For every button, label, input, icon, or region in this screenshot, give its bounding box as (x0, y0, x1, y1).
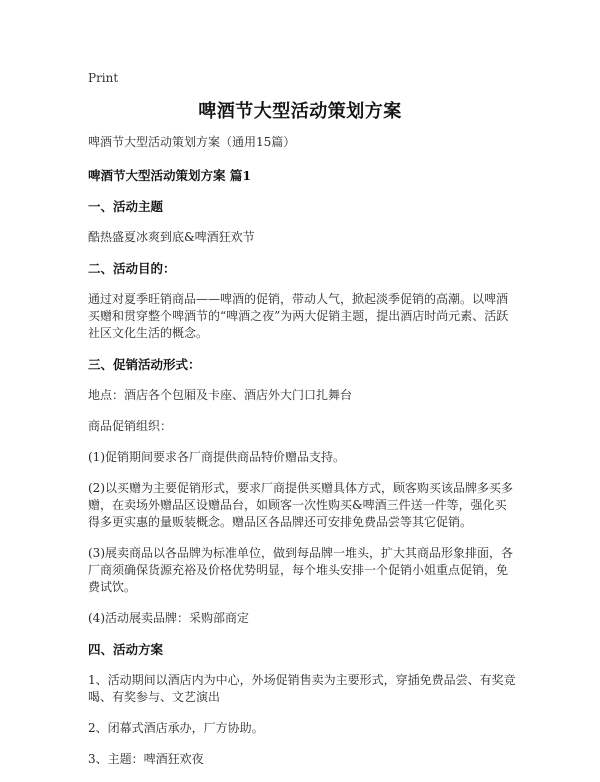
document-body (88, 134, 518, 782)
paragraph-plan-2: 2、闭幕式酒店承办，厂方协助。 (88, 721, 264, 735)
heading-activity-plan: 四、活动方案 (88, 642, 164, 657)
section-title: 啤酒节大型活动策划方案 篇1 (88, 168, 252, 183)
heading-activity-purpose: 二、活动目的： (88, 261, 176, 276)
paragraph-location: 地点：酒店各个包厢及卡座、酒店外大门口扎舞台 (88, 388, 353, 402)
document-subtitle: 啤酒节大型活动策划方案（通用15篇） (88, 135, 296, 149)
paragraph-item-1: (1)促销期间要求各厂商提供商品特价赠品支持。 (88, 450, 345, 464)
paragraph-item-4: (4)活动展卖品牌：采购部商定 (88, 611, 249, 625)
document-title: 啤酒节大型活动策划方案 (198, 101, 402, 122)
paragraph-purpose: 通过对夏季旺销商品——啤酒的促销，带动人气，掀起淡季促销的高潮。以啤酒买赠和贯穿整个啤酒节的“啤酒之夜”为两大促销主题，提出酒店时尚元素、活跃社区文化生活的概念。 (88, 292, 509, 340)
paragraph-item-2: (2)以买赠为主要促销形式，要求厂商提供买赠具体方式，顾客购买该品牌多买多赠，在卖场外赠品区设赠品台，如顾客一次性购买&啤酒三件送一件等，强化买得多更实惠的量贩装概念。赠品区各品牌还可安排免费品尝等其它促销。 (88, 481, 514, 529)
paragraph-item-3: (3)展卖商品以各品牌为标准单位，做到每品牌一堆头，扩大其商品形象排面，各厂商须确保货源充裕及价格优势明显，每个堆头安排一个促销小姐重点促销，免费试饮。 (88, 546, 514, 594)
paragraph-theme: 酷热盛夏冰爽到底&啤酒狂欢节 (88, 230, 255, 244)
heading-promotion-format: 三、促销活动形式： (88, 357, 201, 372)
paragraph-organization: 商品促销组织： (88, 419, 173, 433)
paragraph-plan-1: 1、活动期间以酒店内为中心，外场促销售卖为主要形式，穿插免费品尝、有奖竞喝、有奖参与、文艺演出 (88, 673, 516, 704)
heading-activity-theme: 一、活动主题 (88, 199, 164, 214)
paragraph-plan-3: 3、主题：啤酒狂欢夜 (88, 752, 204, 766)
print-label[interactable]: Print (88, 71, 119, 85)
